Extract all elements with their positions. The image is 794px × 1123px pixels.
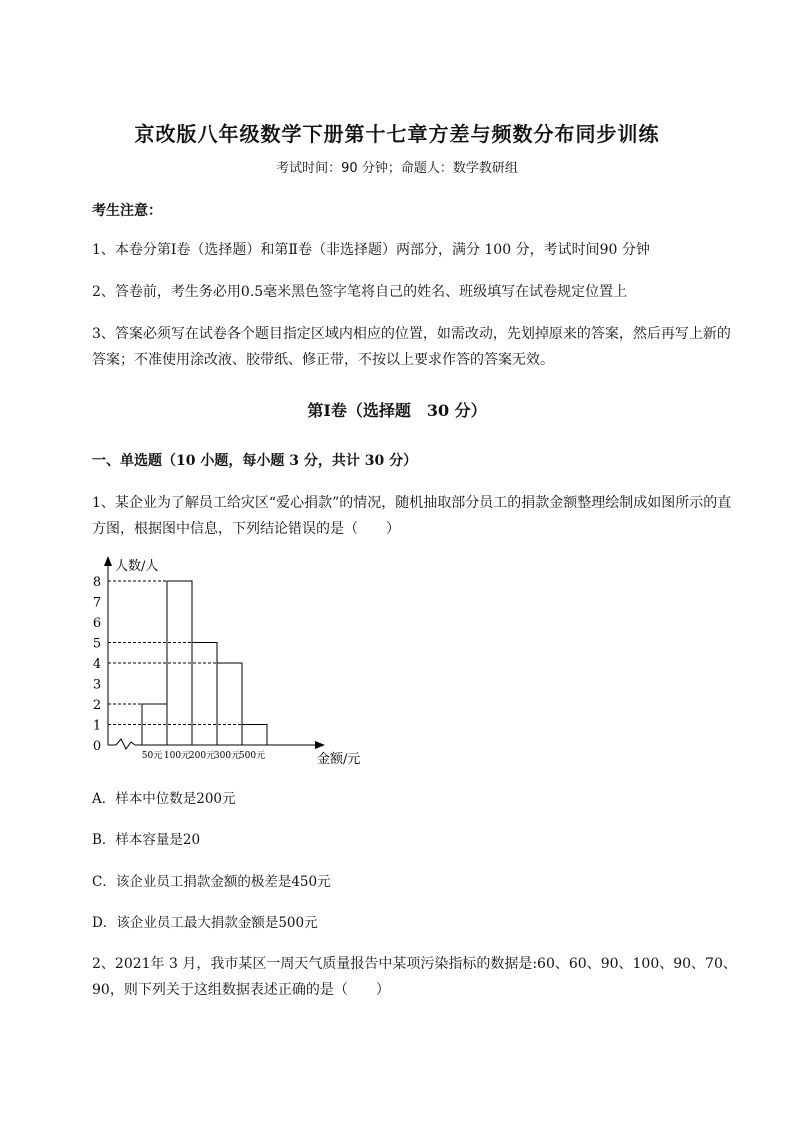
- x-tick-label: 500元: [238, 751, 266, 761]
- option-b: B．样本容量是20: [92, 832, 201, 848]
- x-tick-label: 300元: [213, 751, 241, 761]
- y-tick-label: 7: [92, 595, 102, 611]
- y-axis-label: 人数/人: [115, 559, 159, 574]
- histogram-bar: [242, 725, 267, 746]
- y-tick-label: 5: [92, 636, 102, 652]
- option-a: A．样本中位数是200元: [92, 791, 236, 807]
- y-tick-label: 1: [92, 718, 102, 734]
- y-tick-label: 6: [92, 616, 102, 631]
- x-tick-label: 50元: [141, 751, 163, 761]
- section-title: 第Ⅰ卷（选择题 30 分）: [307, 401, 487, 420]
- document-title: 京改版八年级数学下册第十七章方差与频数分布同步训练: [134, 122, 660, 146]
- notice-item-2: 2、答卷前，考生务必用0.5毫米黑色签字笔将自己的姓名、班级填写在试卷规定位置上: [92, 284, 628, 300]
- y-tick-label: 4: [92, 657, 102, 672]
- option-c: C．该企业员工捐款金额的极差是450元: [92, 874, 331, 890]
- histogram-bar: [217, 663, 242, 745]
- x-tick-label: 200元: [188, 751, 216, 761]
- y-tick-label: 8: [92, 575, 102, 590]
- notice-item-1: 1、本卷分第Ⅰ卷（选择题）和第Ⅱ卷（非选择题）两部分，满分 100 分，考试时间90 分钟: [92, 242, 650, 258]
- part-title: 一、单选题（10 小题，每小题 3 分，共计 30 分）: [92, 453, 418, 469]
- y-tick-label: 0: [92, 739, 102, 754]
- x-axis-label: 金额/元: [317, 752, 361, 767]
- notice-heading: 考生注意：: [92, 203, 162, 219]
- y-tick-label: 3: [92, 677, 102, 693]
- histogram-bar: [192, 643, 217, 746]
- y-axis-arrow: [104, 556, 112, 566]
- y-tick-label: 2: [92, 698, 102, 713]
- x-axis-arrow: [315, 741, 325, 749]
- question-1-stem: 1、某企业为了解员工给灾区“爱心捐款”的情况，随机抽取部分员工的捐款金额整理绘制成如图所示的直方图，根据图中信息，下列结论错误的是（ ）: [92, 495, 732, 537]
- notice-item-3: 3、答案必须写在试卷各个题目指定区域内相应的位置，如需改动，先划掉原来的答案，然后再写上新的答案；不准使用涂改液、胶带纸、修正带，不按以上要求作答的答案无效。: [92, 326, 731, 368]
- question-2-stem: 2、2021年 3 月，我市某区一周天气质量报告中某项污染指标的数据是:60、60、90、100、90、70、90，则下列关于这组数据表述正确的是（ ）: [92, 956, 737, 998]
- x-tick-label: 100元: [163, 751, 191, 761]
- exam-info: 考试时间：90 分钟；命题人：数学教研组: [276, 161, 518, 176]
- x-axis-break: [116, 739, 135, 749]
- histogram-chart: [85, 550, 385, 770]
- option-d: D．该企业员工最大捐款金额是500元: [92, 915, 318, 931]
